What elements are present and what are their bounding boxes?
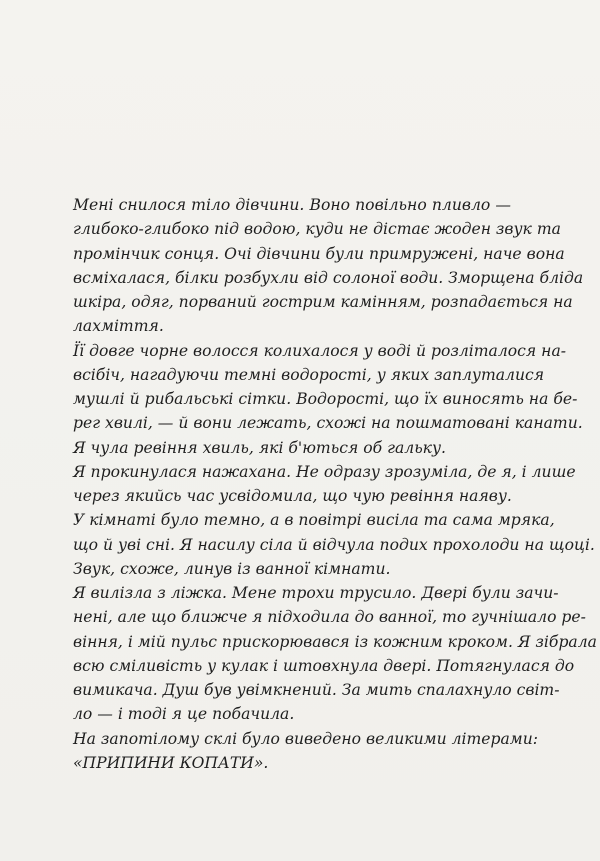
text-line: Мені снилося тіло дівчини. Воно повільно пливло — [73, 196, 511, 214]
text-line: На запотілому склі було виведено великими літерами: [73, 729, 539, 748]
text-line: ло — і тоді я це побачила. [73, 705, 295, 724]
text-line: Я прокинулася нажахана. Не одразу зрозуміла, де я, і лише [73, 462, 576, 481]
text-line: промінчик сонця. Очі дівчини були примружені, наче вона [73, 244, 565, 263]
text-line: Я вилізла з ліжка. Мене трохи трусило. Двері були зачи- [73, 584, 559, 602]
paragraph-3 [73, 460, 576, 509]
text-line: глибоко-глибоко під водою, куди не дістає жоден звук та [73, 220, 561, 239]
text-line: рег хвилі, — й вони лежать, схожі на пошматовані канати. [73, 414, 583, 433]
text-line: шкіра, одяг, порваний гострим камінням, розпадається на [73, 293, 573, 311]
paragraph-1 [73, 193, 584, 339]
page-text [73, 193, 597, 775]
text-line: мушлі й рибальські сітки. Водорості, що їх виносять на бе- [73, 390, 578, 408]
text-line: лахміття. [73, 317, 164, 336]
text-line: Я чула ревіння хвиль, які б'ються об гальку. [73, 438, 447, 457]
text-line: всміхалася, білки розбухли від солоної води. Зморщена бліда [73, 268, 584, 287]
text-line: що й уві сні. Я насилу сіла й відчула подих прохолоди на щоці. [73, 535, 595, 554]
paragraph-4 [73, 508, 595, 581]
text-line: У кімнаті було темно, а в повітрі висіла та сама мряка, [73, 511, 555, 530]
text-line: всібіч, нагадуючи темні водорості, у яких заплуталися [73, 365, 545, 384]
text-line: всю сміливість у кулак і штовхнула двері. Потягнулася до [73, 656, 575, 675]
text-line: Звук, схоже, линув із ванної кімнати. [73, 559, 391, 578]
text-line: віння, і мій пульс прискорювався із кожним кроком. Я зібрала [73, 632, 597, 651]
text-line: через якийсь час усвідомила, що чую ревіння наяву. [73, 487, 512, 505]
text-line: Її довге чорне волосся колихалося у воді й розліталося на- [73, 341, 567, 360]
text-line: «ПРИПИНИ КОПАТИ». [73, 753, 269, 772]
text-line: нені, але що ближче я підходила до ванної, то гучнішало ре- [73, 608, 586, 627]
paragraph-6 [73, 727, 539, 776]
paragraph-2 [73, 339, 583, 460]
text-line: вимикача. Душ був увімкнений. За мить спалахнуло світ- [73, 681, 560, 699]
paragraph-5 [73, 581, 597, 727]
